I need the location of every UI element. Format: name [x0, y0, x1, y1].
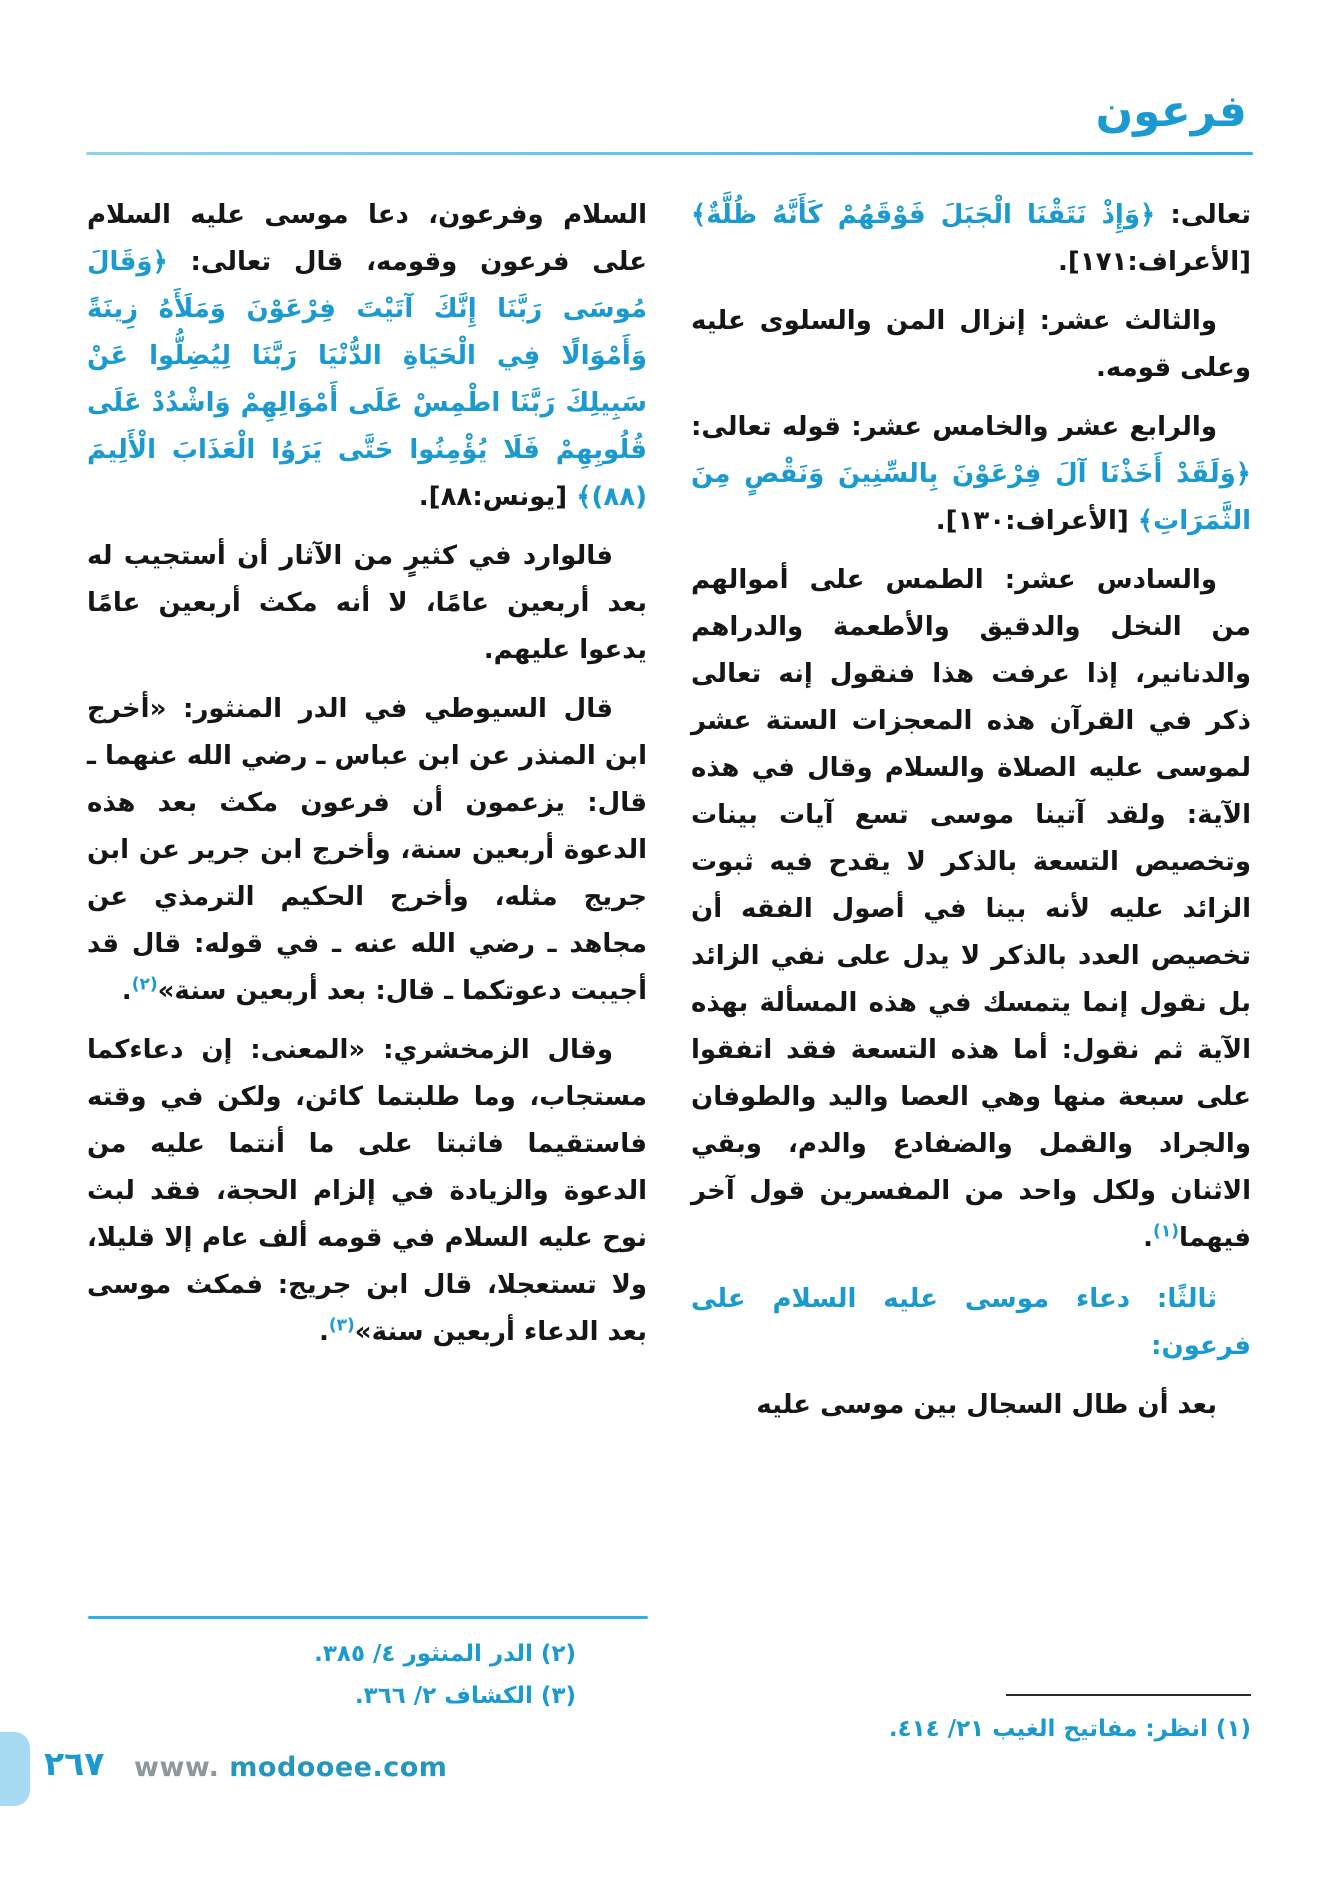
footnote-ref-2: (٢) [131, 974, 158, 995]
website-www-part: www. [134, 1752, 230, 1783]
footnote-2: (٢) الدر المنثور ٤/ ٣٨٥. [314, 1641, 576, 1667]
body-text: قال السيوطي في الدر المنثور: «أخرج ابن المنذر عن ابن عباس ـ رضي الله عنهما ـ قال: يزعمون أن فرعون مكث بعد هذه الدعوة أربعين سنة، وأخرج ابن جرير عن ابن جريج مثله، وأخرج الحكيم الترمذي عن مجاهد ـ رضي الله عنه ـ في قوله: قال قد أجيبت دعوتكما ـ قال: بعد أربعين سنة» [87, 694, 647, 1006]
publisher-website [134, 1752, 447, 1783]
section-heading-third: ثالثًا: دعاء موسى عليه السلام على فرعون: [691, 1284, 1251, 1361]
footnotes-left-column [88, 1616, 648, 1717]
paragraph-suyuti [87, 686, 647, 1015]
body-text: وقال الزمخشري: «المعنى: إن دعاءكما مستجاب، وما طلبتما كائن، ولكن في وقته فاستقيما فاثبتا على ما أنتما عليه من الدعوة والزيادة في إلزام الحجة، فقد لبث نوح عليه السلام في قومه ألف عام إلا قليلا، ولا تستعجلا، قال ابن جريج: فمكث موسى بعد الدعاء أربعين سنة» [87, 1035, 647, 1347]
verse-reference: [الأعراف:١٧١]. [1058, 247, 1251, 277]
paragraph-thirteenth-sign: والثالث عشر: إنزال المن والسلوى عليه وعلى قومه. [691, 306, 1251, 383]
text-columns [87, 192, 1251, 1441]
body-text: والرابع عشر والخامس عشر: قوله تعالى: [691, 412, 1217, 442]
column-right [691, 192, 1251, 1441]
paragraph-dua-intro: بعد أن طال السجال بين موسى عليه [756, 1390, 1217, 1420]
body-text: السلام وفرعون، دعا موسى عليه السلام على فرعون وقومه، قال تعالى: [87, 200, 647, 277]
paragraph-verse-yunus [87, 192, 647, 521]
paragraph-fourteenth-fifteenth-sign [691, 404, 1251, 545]
footnote-1: (١) انظر: مفاتيح الغيب ٢١/ ٤١٤. [888, 1716, 1251, 1742]
verse-reference: [الأعراف:١٣٠]. [935, 506, 1138, 536]
column-left [87, 192, 647, 1441]
quran-verse: ﴿وَقَالَ مُوسَى رَبَّنَا إِنَّكَ آتَيْتَ فِرْعَوْنَ وَمَلَأَهُ زِينَةً وَأَمْوَالًا فِي الْحَيَاةِ الدُّنْيَا رَبَّنَا لِيُضِلُّوا عَنْ سَبِيلِكَ رَبَّنَا اطْمِسْ عَلَى أَمْوَالِهِمْ وَاشْدُدْ عَلَى قُلُوبِهِمْ فَلَا يُؤْمِنُوا حَتَّى يَرَوُا الْعَذَابَ الْأَلِيمَ (٨٨)﴾ [87, 247, 647, 512]
body-text: . [121, 976, 132, 1006]
verse-reference: [يونس:٨٨]. [418, 482, 577, 512]
paragraph-sixteenth-sign [691, 557, 1251, 1262]
footnotes-right-column [687, 1694, 1251, 1750]
footnote-3: (٣) الكشاف ٢/ ٣٦٦. [354, 1683, 576, 1709]
body-text: تعالى: [1155, 200, 1252, 230]
paragraph-athar: فالوارد في كثيرٍ من الآثار أن أستجيب له بعد أربعين عامًا، لا أنه مكث أربعين عامًا يدعوا عليهم. [87, 541, 647, 665]
footnote-ref-1: (١) [1153, 1221, 1179, 1242]
body-text: . [1143, 1223, 1154, 1253]
paragraph-zamakhshari [87, 1027, 647, 1356]
quran-verse: ﴿وَإِذْ نَتَقْنَا الْجَبَلَ فَوْقَهُمْ كَأَنَّهُ ظُلَّةٌ﴾ [691, 200, 1156, 230]
body-text: . [318, 1317, 329, 1347]
header-divider [86, 152, 1253, 155]
website-domain-part: modooee.com [229, 1752, 448, 1783]
page-edge-tab [0, 1732, 30, 1806]
footnote-separator-right [1006, 1694, 1251, 1696]
quran-verse: ﴿وَلَقَدْ أَخَذْنَا آلَ فِرْعَوْنَ بِالسِّنِينَ وَنَقْصٍ مِنَ الثَّمَرَاتِ﴾ [691, 459, 1251, 536]
paragraph-verse-jabal [691, 192, 1251, 286]
page-number: ٢٦٧ [44, 1744, 105, 1783]
footnote-ref-3: (٣) [328, 1315, 355, 1336]
page-title: فرعون [1095, 86, 1247, 137]
footnote-separator-left [88, 1616, 648, 1619]
body-text: والسادس عشر: الطمس على أموالهم من النخل والدقيق والأطعمة والدراهم والدنانير، إذا عرفت هذا فنقول إنه تعالى ذكر في القرآن هذه المعجزات الستة عشر لموسى عليه الصلاة والسلام وقال في هذه الآية: ولقد آتينا موسى تسع آيات بينات وتخصيص التسعة بالذكر لا يقدح فيه ثبوت الزائد عليه لأنه بينا في أصول الفقه أن تخصيص العدد بالذكر لا يدل على نفي الزائد بل نقول إنما يتمسك في هذه المسألة بهذه الآية ثم نقول: أما هذه التسعة فقد اتفقوا على سبعة منها وهي العصا واليد والطوفان والجراد والقمل والضفادع والدم، وبقي الاثنان ولكل واحد من المفسرين قول آخر فيهما [691, 565, 1251, 1253]
